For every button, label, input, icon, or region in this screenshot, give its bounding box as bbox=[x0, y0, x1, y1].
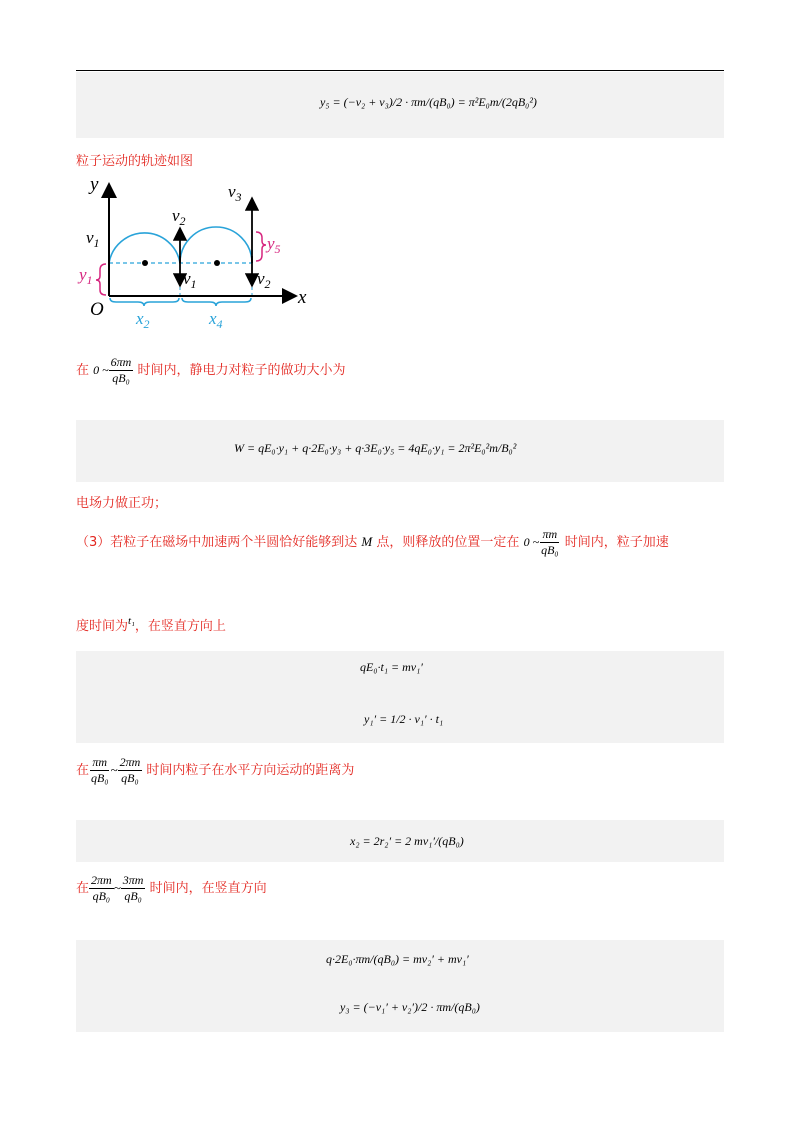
field-positive-work-note: 电场力做正功； bbox=[76, 496, 168, 511]
paragraph-work-time: 在 0 ~ $\frac{6\pi m}{\text{qB₀}}$ 时间内，静电力对粒子的做功大小为 bbox=[76, 355, 346, 385]
top-rule bbox=[76, 70, 724, 71]
label-x4: $x_4$ bbox=[209, 309, 223, 331]
label-v2-top: $v_2$ bbox=[172, 206, 186, 228]
paragraph-vertical: 在 $\frac{2\pi m}{\text{qB₀}}$ ~ $\frac{3\pi m}{\text{qB₀}}$ 时间内，在竖直方向 bbox=[76, 873, 267, 903]
y-axis-label: y bbox=[90, 174, 99, 195]
label-v3: $v_3$ bbox=[228, 182, 242, 204]
brace-y1 bbox=[96, 264, 106, 295]
trajectory-figure bbox=[76, 172, 326, 337]
label-x2: $x_2$ bbox=[136, 309, 150, 331]
label-v1-bottom: $v_1$ bbox=[183, 269, 197, 291]
equation-x2: x₂ = 2r₂′ = 2 mv₁′/(qB₀) bbox=[350, 834, 464, 848]
equation-momentum-2: q·2E₀·πm/(qB₀) = mv₂′ + mv₁′ bbox=[326, 952, 469, 966]
origin-label: O bbox=[90, 299, 104, 320]
label-v1: $v_1$ bbox=[86, 228, 100, 250]
brace-x4 bbox=[182, 298, 251, 306]
label-y1: $y_1$ bbox=[79, 265, 93, 287]
paragraph-horizontal-distance: 在 $\frac{\pi m}{\text{qB₀}}$ ~ $\frac{2\pi m}{\text{qB₀}}$ 时间内粒子在水平方向运动的距离为 bbox=[76, 755, 355, 785]
equation-y3: y₃ = (−v₁′ + v₂′)/2 · πm/(qB₀) bbox=[340, 1000, 480, 1014]
center-dot-2 bbox=[214, 260, 220, 266]
paragraph-part3: （3）若粒子在磁场中加速两个半圆恰好能够到达 M 点，则释放的位置一定在 0 ~ $\frac{\pi m}{\text{qB₀}}$ 时间内，粒子加速 bbox=[76, 527, 669, 557]
label-v2-bottom: $v_2$ bbox=[257, 269, 271, 291]
x-axis-label: x bbox=[298, 287, 307, 308]
brace-y5 bbox=[256, 232, 266, 261]
label-y5: $y_5$ bbox=[267, 234, 281, 256]
equation-momentum-1: qE₀·t₁ = mv₁′ bbox=[360, 660, 423, 674]
semicircle-2 bbox=[180, 227, 252, 263]
center-dot-1 bbox=[142, 260, 148, 266]
semicircle-1 bbox=[109, 233, 180, 263]
equation-y5: y₅ = (−v₂ + v₃)/2 · πm/(qB₀) = π²E₀m/(2qB₀²) bbox=[320, 95, 537, 109]
brace-x2 bbox=[110, 298, 179, 306]
equation-y1-prime: y₁′ = 1/2 · v₁′ · t₁ bbox=[364, 712, 444, 726]
trajectory-caption: 粒子运动的轨迹如图 bbox=[76, 154, 194, 169]
equation-work: W = qE₀·y₁ + q·2E₀·y₃ + q·3E₀·y₅ = 4qE₀·y₁ = 2π²E₀²m/B₀² bbox=[234, 441, 517, 455]
paragraph-accel-time: 度时间为$^{t_1}$，在竖直方向上 bbox=[76, 615, 226, 634]
